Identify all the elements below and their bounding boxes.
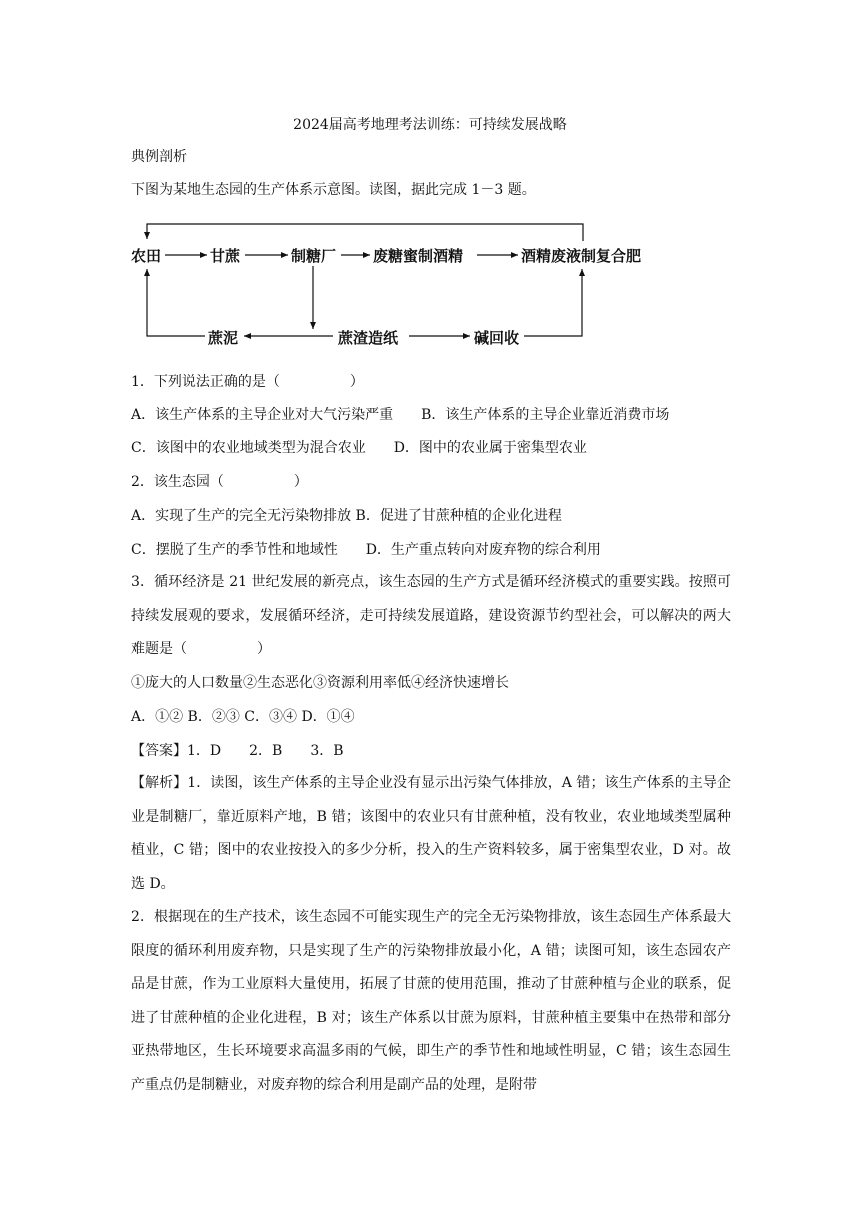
node-bagasse-paper: 蔗渣造纸 — [338, 329, 399, 347]
node-farmland: 农田 — [131, 247, 162, 265]
question-1-stem: 1．下列说法正确的是（ ） — [131, 374, 364, 390]
node-fertilizer: 酒精废液制复合肥 — [521, 247, 642, 265]
analysis-2: 2．根据现在的生产技术，该生态园不可能实现生产的完全无污染物排放，该生态园生产体系最大限度的循环利用废弃物，只是实现了生产的污染物排放最小化，A 错；读图可知，该生态园农产品是甘蔗，作为工业原料大量使用，拓展了甘蔗的使用范围，推动了甘蔗种植与企业的联系，促进了甘蔗种植的企业化进程，B 对；该生产体系以甘蔗为原料，甘蔗种植主要集中在热带和部分亚热带地区，生长环境要求高温多雨的气候，即生产的季节性和地域性明显，C 错；该生态园生产重点仍是制糖业，对废弃物的综合利用是副产品的处理，是附带 — [131, 909, 731, 1093]
question-3-list: ①庞大的人口数量②生态恶化③资源利用率低④经济快速增长 — [131, 675, 509, 691]
arrow-fertilizer-to-farmland — [147, 224, 583, 241]
question-3-options: A．①② B．②③ C．③④ D．①④ — [131, 709, 355, 725]
arrow-cane-mud-to-farmland — [147, 269, 205, 336]
question-3-stem: 3．循环经济是 21 世纪发展的新亮点，该生态园的生产方式是循环经济模式的重要实践。按照可持续发展观的要求，发展循环经济，走可持续发展道路，建设资源节约型社会，可以解决的两大难题是（ ） — [131, 574, 731, 657]
node-cane-mud: 蔗泥 — [208, 329, 239, 347]
intro-text: 下图为某地生态园的生产体系示意图。读图，据此完成 1－3 题。 — [131, 182, 536, 198]
question-2-options-cd: C．摆脱了生产的季节性和地域性 D．生产重点转向对废弃物的综合利用 — [131, 542, 601, 558]
question-2-stem: 2．该生态园（ ） — [131, 474, 308, 490]
analysis-1: 【解析】1．读图，该生产体系的主导企业没有显示出污染气体排放，A 错；该生产体系的主导企业是制糖厂，靠近原料产地，B 错；该图中的农业只有甘蔗种植，没有牧业，农业地域类型属种植业，C 错；图中的农业按投入的多少分析，投入的生产资料较多，属于密集型农业，D 对。故选 D。 — [131, 775, 731, 892]
node-alkali-recovery: 碱回收 — [474, 329, 520, 347]
node-sugar-factory: 制糖厂 — [291, 247, 337, 265]
question-1-options-ab: A．该生产体系的主导企业对大气污染严重 B．该生产体系的主导企业靠近消费市场 — [131, 407, 670, 423]
section-heading: 典例剖析 — [131, 149, 187, 165]
question-2-options-ab: A．实现了生产的完全无污染物排放 B．促进了甘蔗种植的企业化进程 — [131, 508, 562, 524]
question-1-options-cd: C．该图中的农业地域类型为混合农业 D．图中的农业属于密集型农业 — [131, 440, 587, 456]
production-system-diagram — [127, 218, 667, 350]
arrow-alkali-to-fertilizer — [524, 269, 582, 336]
answer-key: 【答案】1．D 2．B 3．B — [131, 743, 344, 759]
document-title: 2024届高考地理考法训练：可持续发展战略 — [293, 117, 567, 133]
node-sugarcane: 甘蔗 — [210, 247, 241, 265]
node-molasses-alcohol: 废糖蜜制酒精 — [373, 247, 464, 265]
